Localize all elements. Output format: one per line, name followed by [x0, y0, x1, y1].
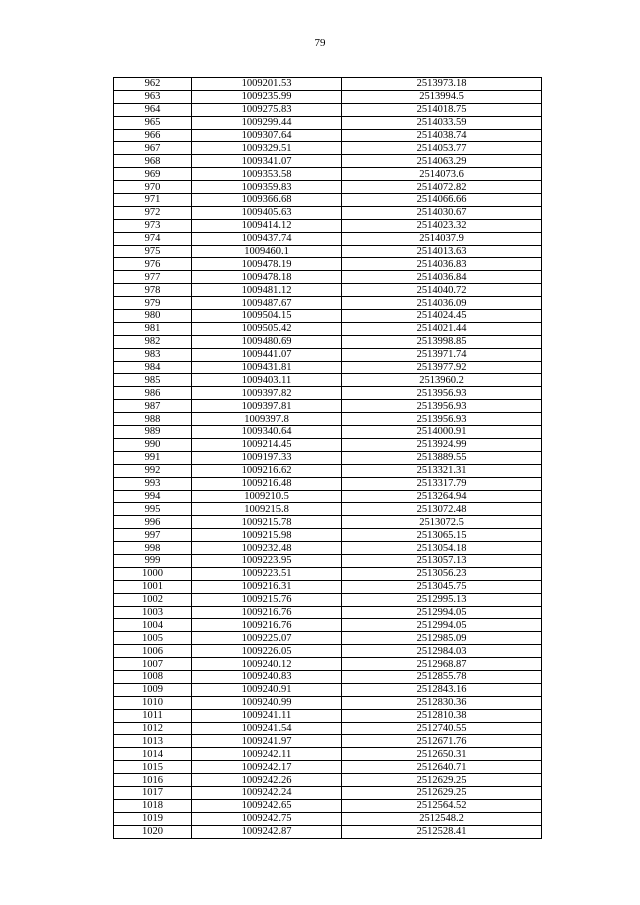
y-coordinate-cell: 2514033.59 — [342, 116, 542, 129]
x-coordinate-cell: 1009210.5 — [192, 490, 342, 503]
table-row — [114, 774, 542, 787]
table-row — [114, 361, 542, 374]
table-row — [114, 284, 542, 297]
x-coordinate-cell: 1009240.83 — [192, 670, 342, 683]
point-number-cell: 967 — [114, 142, 192, 155]
x-coordinate-cell: 1009223.95 — [192, 554, 342, 567]
table-row — [114, 78, 542, 91]
y-coordinate-cell: 2512968.87 — [342, 658, 542, 671]
point-number-cell: 996 — [114, 516, 192, 529]
point-number-cell: 999 — [114, 554, 192, 567]
y-coordinate-cell: 2512810.38 — [342, 709, 542, 722]
x-coordinate-cell: 1009242.24 — [192, 786, 342, 799]
y-coordinate-cell: 2512994.05 — [342, 606, 542, 619]
table-row — [114, 477, 542, 490]
x-coordinate-cell: 1009460.1 — [192, 245, 342, 258]
table-row — [114, 413, 542, 426]
point-number-cell: 1020 — [114, 825, 192, 838]
y-coordinate-cell: 2512671.76 — [342, 735, 542, 748]
table-row — [114, 632, 542, 645]
y-coordinate-cell: 2513973.18 — [342, 78, 542, 91]
table-row — [114, 348, 542, 361]
y-coordinate-cell: 2514021.44 — [342, 322, 542, 335]
point-number-cell: 988 — [114, 413, 192, 426]
point-number-cell: 995 — [114, 503, 192, 516]
y-coordinate-cell: 2514036.83 — [342, 258, 542, 271]
x-coordinate-cell: 1009299.44 — [192, 116, 342, 129]
y-coordinate-cell: 2512740.55 — [342, 722, 542, 735]
x-coordinate-cell: 1009226.05 — [192, 645, 342, 658]
x-coordinate-cell: 1009241.11 — [192, 709, 342, 722]
point-number-cell: 983 — [114, 348, 192, 361]
table-row — [114, 232, 542, 245]
x-coordinate-cell: 1009240.91 — [192, 683, 342, 696]
point-number-cell: 1012 — [114, 722, 192, 735]
table-row — [114, 490, 542, 503]
y-coordinate-cell: 2512985.09 — [342, 632, 542, 645]
table-row — [114, 90, 542, 103]
point-number-cell: 1006 — [114, 645, 192, 658]
y-coordinate-cell: 2514036.09 — [342, 297, 542, 310]
point-number-cell: 1003 — [114, 606, 192, 619]
point-number-cell: 964 — [114, 103, 192, 116]
table-row — [114, 426, 542, 439]
x-coordinate-cell: 1009216.31 — [192, 580, 342, 593]
y-coordinate-cell: 2513977.92 — [342, 361, 542, 374]
table-row — [114, 696, 542, 709]
x-coordinate-cell: 1009215.98 — [192, 529, 342, 542]
table-row — [114, 786, 542, 799]
point-number-cell: 998 — [114, 542, 192, 555]
point-number-cell: 1007 — [114, 658, 192, 671]
x-coordinate-cell: 1009223.51 — [192, 567, 342, 580]
point-number-cell: 1016 — [114, 774, 192, 787]
point-number-cell: 966 — [114, 129, 192, 142]
point-number-cell: 1005 — [114, 632, 192, 645]
y-coordinate-cell: 2513057.13 — [342, 554, 542, 567]
table-row — [114, 451, 542, 464]
table-row — [114, 593, 542, 606]
point-number-cell: 970 — [114, 181, 192, 194]
point-number-cell: 979 — [114, 297, 192, 310]
y-coordinate-cell: 2512629.25 — [342, 786, 542, 799]
point-number-cell: 1019 — [114, 812, 192, 825]
point-number-cell: 977 — [114, 271, 192, 284]
y-coordinate-cell: 2513956.93 — [342, 400, 542, 413]
point-number-cell: 984 — [114, 361, 192, 374]
point-number-cell: 969 — [114, 168, 192, 181]
point-number-cell: 985 — [114, 374, 192, 387]
table-row — [114, 103, 542, 116]
y-coordinate-cell: 2512564.52 — [342, 799, 542, 812]
x-coordinate-cell: 1009232.48 — [192, 542, 342, 555]
y-coordinate-cell: 2512843.16 — [342, 683, 542, 696]
x-coordinate-cell: 1009481.12 — [192, 284, 342, 297]
y-coordinate-cell: 2514000.91 — [342, 426, 542, 439]
x-coordinate-cell: 1009480.69 — [192, 335, 342, 348]
x-coordinate-cell: 1009216.76 — [192, 619, 342, 632]
point-number-cell: 978 — [114, 284, 192, 297]
table-row — [114, 335, 542, 348]
y-coordinate-cell: 2514038.74 — [342, 129, 542, 142]
y-coordinate-cell: 2514053.77 — [342, 142, 542, 155]
y-coordinate-cell: 2512995.13 — [342, 593, 542, 606]
point-number-cell: 986 — [114, 387, 192, 400]
table-row — [114, 206, 542, 219]
point-number-cell: 990 — [114, 438, 192, 451]
y-coordinate-cell: 2512830.36 — [342, 696, 542, 709]
point-number-cell: 973 — [114, 219, 192, 232]
point-number-cell: 994 — [114, 490, 192, 503]
x-coordinate-cell: 1009359.83 — [192, 181, 342, 194]
point-number-cell: 991 — [114, 451, 192, 464]
x-coordinate-cell: 1009197.33 — [192, 451, 342, 464]
table-row — [114, 761, 542, 774]
x-coordinate-cell: 1009216.48 — [192, 477, 342, 490]
y-coordinate-cell: 2512855.78 — [342, 670, 542, 683]
x-coordinate-cell: 1009242.87 — [192, 825, 342, 838]
table-row — [114, 155, 542, 168]
y-coordinate-cell: 2513264.94 — [342, 490, 542, 503]
x-coordinate-cell: 1009216.76 — [192, 606, 342, 619]
x-coordinate-cell: 1009397.81 — [192, 400, 342, 413]
point-number-cell: 972 — [114, 206, 192, 219]
point-number-cell: 963 — [114, 90, 192, 103]
x-coordinate-cell: 1009235.99 — [192, 90, 342, 103]
x-coordinate-cell: 1009414.12 — [192, 219, 342, 232]
x-coordinate-cell: 1009242.65 — [192, 799, 342, 812]
table-row — [114, 645, 542, 658]
x-coordinate-cell: 1009215.8 — [192, 503, 342, 516]
x-coordinate-cell: 1009441.07 — [192, 348, 342, 361]
x-coordinate-cell: 1009242.75 — [192, 812, 342, 825]
coordinate-table — [113, 77, 542, 839]
x-coordinate-cell: 1009241.54 — [192, 722, 342, 735]
table-row — [114, 194, 542, 207]
point-number-cell: 1013 — [114, 735, 192, 748]
point-number-cell: 989 — [114, 426, 192, 439]
table-row — [114, 374, 542, 387]
point-number-cell: 1009 — [114, 683, 192, 696]
x-coordinate-cell: 1009431.81 — [192, 361, 342, 374]
point-number-cell: 1001 — [114, 580, 192, 593]
y-coordinate-cell: 2513054.18 — [342, 542, 542, 555]
table-row — [114, 181, 542, 194]
point-number-cell: 1002 — [114, 593, 192, 606]
point-number-cell: 976 — [114, 258, 192, 271]
y-coordinate-cell: 2513960.2 — [342, 374, 542, 387]
table-row — [114, 258, 542, 271]
table-row — [114, 438, 542, 451]
y-coordinate-cell: 2513889.55 — [342, 451, 542, 464]
y-coordinate-cell: 2514013.63 — [342, 245, 542, 258]
table-row — [114, 322, 542, 335]
x-coordinate-cell: 1009478.18 — [192, 271, 342, 284]
y-coordinate-cell: 2514024.45 — [342, 310, 542, 323]
x-coordinate-cell: 1009240.99 — [192, 696, 342, 709]
y-coordinate-cell: 2512650.31 — [342, 748, 542, 761]
x-coordinate-cell: 1009437.74 — [192, 232, 342, 245]
table-row — [114, 219, 542, 232]
x-coordinate-cell: 1009505.42 — [192, 322, 342, 335]
x-coordinate-cell: 1009341.07 — [192, 155, 342, 168]
y-coordinate-cell: 2514030.67 — [342, 206, 542, 219]
y-coordinate-cell: 2512548.2 — [342, 812, 542, 825]
x-coordinate-cell: 1009242.26 — [192, 774, 342, 787]
y-coordinate-cell: 2513317.79 — [342, 477, 542, 490]
table-row — [114, 554, 542, 567]
table-row — [114, 529, 542, 542]
table-row — [114, 542, 542, 555]
table-row — [114, 245, 542, 258]
point-number-cell: 1008 — [114, 670, 192, 683]
y-coordinate-cell: 2513072.48 — [342, 503, 542, 516]
point-number-cell: 1011 — [114, 709, 192, 722]
point-number-cell: 1018 — [114, 799, 192, 812]
y-coordinate-cell: 2513056.23 — [342, 567, 542, 580]
y-coordinate-cell: 2514063.29 — [342, 155, 542, 168]
table-row — [114, 658, 542, 671]
y-coordinate-cell: 2514073.6 — [342, 168, 542, 181]
table-row — [114, 709, 542, 722]
y-coordinate-cell: 2513924.99 — [342, 438, 542, 451]
y-coordinate-cell: 2514023.32 — [342, 219, 542, 232]
y-coordinate-cell: 2512528.41 — [342, 825, 542, 838]
x-coordinate-cell: 1009340.64 — [192, 426, 342, 439]
point-number-cell: 975 — [114, 245, 192, 258]
x-coordinate-cell: 1009225.07 — [192, 632, 342, 645]
point-number-cell: 1015 — [114, 761, 192, 774]
x-coordinate-cell: 1009214.45 — [192, 438, 342, 451]
table-row — [114, 670, 542, 683]
x-coordinate-cell: 1009215.76 — [192, 593, 342, 606]
point-number-cell: 1000 — [114, 567, 192, 580]
table-row — [114, 387, 542, 400]
x-coordinate-cell: 1009397.82 — [192, 387, 342, 400]
point-number-cell: 987 — [114, 400, 192, 413]
point-number-cell: 997 — [114, 529, 192, 542]
table-row — [114, 400, 542, 413]
y-coordinate-cell: 2512994.05 — [342, 619, 542, 632]
table-row — [114, 812, 542, 825]
point-number-cell: 980 — [114, 310, 192, 323]
y-coordinate-cell: 2514040.72 — [342, 284, 542, 297]
point-number-cell: 962 — [114, 78, 192, 91]
table-row — [114, 748, 542, 761]
point-number-cell: 968 — [114, 155, 192, 168]
y-coordinate-cell: 2514018.75 — [342, 103, 542, 116]
table-row — [114, 606, 542, 619]
x-coordinate-cell: 1009275.83 — [192, 103, 342, 116]
x-coordinate-cell: 1009403.11 — [192, 374, 342, 387]
point-number-cell: 1010 — [114, 696, 192, 709]
x-coordinate-cell: 1009478.19 — [192, 258, 342, 271]
y-coordinate-cell: 2514037.9 — [342, 232, 542, 245]
x-coordinate-cell: 1009353.58 — [192, 168, 342, 181]
x-coordinate-cell: 1009242.11 — [192, 748, 342, 761]
x-coordinate-cell: 1009242.17 — [192, 761, 342, 774]
page-number: 79 — [314, 37, 326, 49]
x-coordinate-cell: 1009201.53 — [192, 78, 342, 91]
point-number-cell: 992 — [114, 464, 192, 477]
table-row — [114, 129, 542, 142]
x-coordinate-cell: 1009241.97 — [192, 735, 342, 748]
table-row — [114, 516, 542, 529]
point-number-cell: 993 — [114, 477, 192, 490]
y-coordinate-cell: 2513045.75 — [342, 580, 542, 593]
y-coordinate-cell: 2513072.5 — [342, 516, 542, 529]
x-coordinate-cell: 1009215.78 — [192, 516, 342, 529]
point-number-cell: 971 — [114, 194, 192, 207]
point-number-cell: 1004 — [114, 619, 192, 632]
point-number-cell: 981 — [114, 322, 192, 335]
x-coordinate-cell: 1009405.63 — [192, 206, 342, 219]
x-coordinate-cell: 1009504.15 — [192, 310, 342, 323]
table-row — [114, 310, 542, 323]
x-coordinate-cell: 1009216.62 — [192, 464, 342, 477]
y-coordinate-cell: 2514072.82 — [342, 181, 542, 194]
y-coordinate-cell: 2513994.5 — [342, 90, 542, 103]
table-row — [114, 735, 542, 748]
table-row — [114, 825, 542, 838]
y-coordinate-cell: 2513956.93 — [342, 387, 542, 400]
point-number-cell: 974 — [114, 232, 192, 245]
point-number-cell: 982 — [114, 335, 192, 348]
table-row — [114, 271, 542, 284]
y-coordinate-cell: 2512629.25 — [342, 774, 542, 787]
table-row — [114, 580, 542, 593]
y-coordinate-cell: 2513956.93 — [342, 413, 542, 426]
point-number-cell: 1017 — [114, 786, 192, 799]
y-coordinate-cell: 2513321.31 — [342, 464, 542, 477]
y-coordinate-cell: 2514036.84 — [342, 271, 542, 284]
table-row — [114, 722, 542, 735]
table-row — [114, 503, 542, 516]
table-row — [114, 464, 542, 477]
y-coordinate-cell: 2513065.15 — [342, 529, 542, 542]
point-number-cell: 1014 — [114, 748, 192, 761]
y-coordinate-cell: 2514066.66 — [342, 194, 542, 207]
table-row — [114, 683, 542, 696]
table-row — [114, 567, 542, 580]
y-coordinate-cell: 2513998.85 — [342, 335, 542, 348]
table-row — [114, 168, 542, 181]
x-coordinate-cell: 1009397.8 — [192, 413, 342, 426]
table-row — [114, 619, 542, 632]
x-coordinate-cell: 1009366.68 — [192, 194, 342, 207]
table-row — [114, 142, 542, 155]
point-number-cell: 965 — [114, 116, 192, 129]
x-coordinate-cell: 1009487.67 — [192, 297, 342, 310]
x-coordinate-cell: 1009329.51 — [192, 142, 342, 155]
y-coordinate-cell: 2513971.74 — [342, 348, 542, 361]
x-coordinate-cell: 1009240.12 — [192, 658, 342, 671]
table-row — [114, 116, 542, 129]
table-row — [114, 297, 542, 310]
y-coordinate-cell: 2512640.71 — [342, 761, 542, 774]
table-row — [114, 799, 542, 812]
coordinate-table-body — [114, 78, 542, 839]
y-coordinate-cell: 2512984.03 — [342, 645, 542, 658]
x-coordinate-cell: 1009307.64 — [192, 129, 342, 142]
